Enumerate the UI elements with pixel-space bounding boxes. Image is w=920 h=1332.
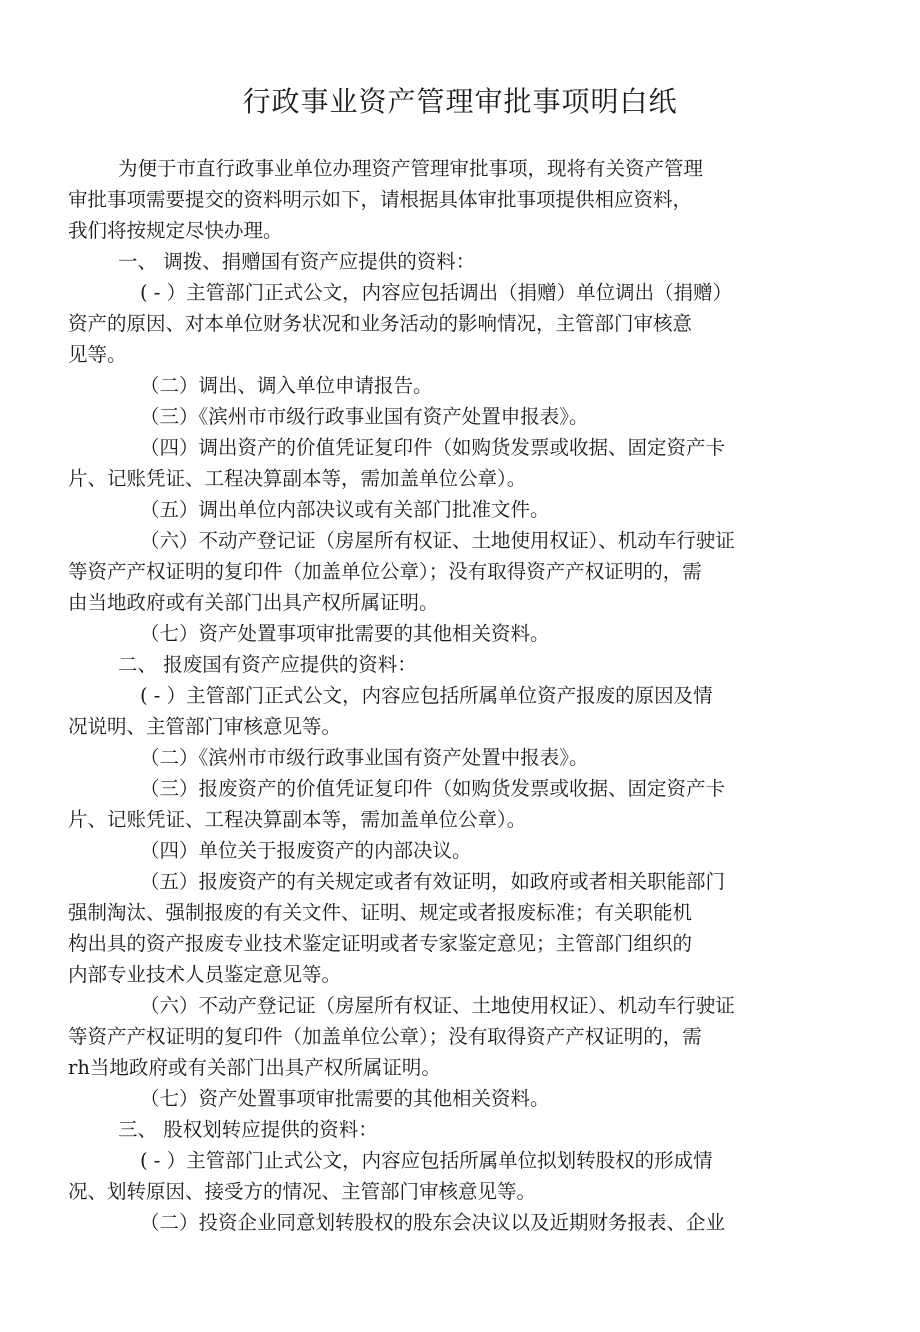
paragraph-line: rh当地政府或有关部门出具产权所属证明。 [68, 1056, 441, 1079]
paragraph-line: ( - ）主管部门正式公文，内容应包括调出（捐赠）单位调出（捐赠） [140, 281, 733, 304]
paragraph-line: 构出具的资产报废专业技术鉴定证明或者专家鉴定意见；主管部门组织的 [68, 932, 693, 955]
section-heading: 一、 调拨、捐赠国有资产应提供的资料： [118, 250, 476, 273]
paragraph-line: （三）《滨州市市级行政事业国有资产处置申报表》。 [140, 405, 589, 428]
paragraph-line: 片、记账凭证、工程决算副本等，需加盖单位公章）。 [68, 808, 527, 831]
paragraph-line: ( - ）主管部门正式公文，内容应包括所属单位资产报废的原因及情 [140, 684, 713, 707]
paragraph-line: 强制淘汰、强制报废的有关文件、证明、规定或者报废标准；有关职能机 [68, 901, 693, 924]
paragraph-line: （四）单位关于报废资产的内部决议。 [140, 839, 472, 862]
paragraph-line: （二）调出、调入单位申请报告。 [140, 374, 433, 397]
paragraph-line: 由当地政府或有关部门出具产权所属证明。 [68, 591, 439, 614]
paragraph-line: 我们将按规定尽快办理。 [68, 219, 283, 242]
section-heading: 二、 报废国有资产应提供的资料： [118, 653, 417, 676]
paragraph-line: （四）调出资产的价值凭证复印件（如购货发票或收据、固定资产卡 [140, 436, 726, 459]
paragraph-line: （六）不动产登记证（房屋所有权证、土地使用权证）、机动车行驶证 [140, 994, 735, 1017]
paragraph-line: （二）投资企业同意划转股权的股东会决议以及近期财务报表、企业 [140, 1211, 726, 1234]
paragraph-line: （六）不动产登记证（房屋所有权证、土地使用权证）、机动车行驶证 [140, 529, 735, 552]
document-body [68, 153, 858, 1238]
paragraph-line: 审批事项需要提交的资料明示如下，请根据具体审批事项提供相应资料， [68, 188, 693, 211]
document-title: 行政事业资产管理审批事项明白纸 [242, 85, 678, 118]
paragraph-line: （二）《滨州市市级行政事业国有资产处置中报表》。 [140, 746, 589, 769]
paragraph-line: （三）报废资产的价值凭证复印件（如购货发票或收据、固定资产卡 [140, 777, 726, 800]
paragraph-line: 见等。 [68, 343, 127, 366]
paragraph-line: （七）资产处置事项审批需要的其他相关资料。 [140, 1087, 550, 1110]
paragraph-line: 等资产产权证明的复印件（加盖单位公章）；没有取得资产产权证明的，需 [68, 1025, 702, 1048]
paragraph-line: ( - ）主管部门止式公文，内容应包括所属单位拟划转股权的形成情 [140, 1149, 713, 1172]
paragraph-line: 况、划转原因、接受方的情况、主管部门审核意见等。 [68, 1180, 537, 1203]
paragraph-line: 片、记账凭证、工程决算副本等，需加盖单位公章）。 [68, 467, 527, 490]
paragraph-line: （五）报废资产的有关规定或者有效证明，如政府或者相关职能部门 [140, 870, 726, 893]
paragraph-line: 资产的原因、对本单位财务状况和业务活动的影响情况，主管部门审核意 [68, 312, 693, 335]
paragraph-line: 等资产产权证明的复印件（加盖单位公章）；没有取得资产产权证明的，需 [68, 560, 702, 583]
paragraph-line: （五）调出单位内部决议或有关部门批准文件。 [140, 498, 550, 521]
paragraph-line: 内部专业技术人员鉴定意见等。 [68, 963, 342, 986]
paragraph-line: 为便于市直行政事业单位办理资产管理审批事项，现将有关资产管理 [118, 157, 704, 180]
section-heading: 三、 股权划转应提供的资料： [118, 1118, 378, 1141]
paragraph-line: （七）资产处置事项审批需要的其他相关资料。 [140, 622, 550, 645]
paragraph-line: 况说明、主管部门审核意见等。 [68, 715, 342, 738]
